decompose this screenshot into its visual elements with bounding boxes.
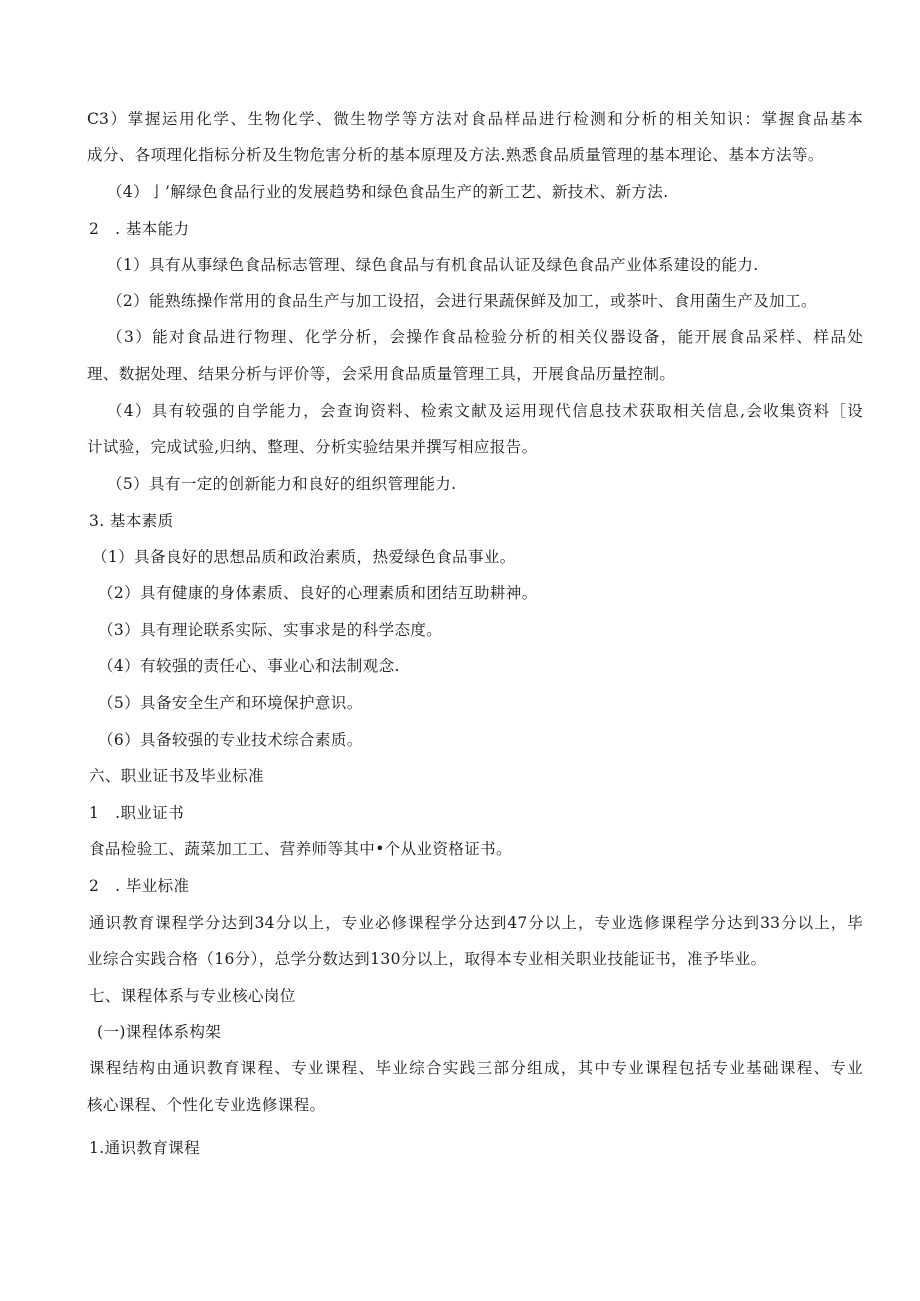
ability-item-5: （5）具有一定的创新能力和良好的组织管理能力. xyxy=(107,475,457,493)
knowledge-item-4: （4）亅’解绿色食品行业的发展趋势和绿色食品生产的新工艺、新技术、新方法. xyxy=(107,183,669,201)
quality-item-6: （6）具备较强的专业技术综合素质。 xyxy=(98,731,363,749)
graduation-heading: 2 . 毕业标准 xyxy=(89,877,190,895)
section-7-heading: 七、课程体系与专业核心岗位 xyxy=(89,987,296,1005)
section-6-heading: 六、职业证书及毕业标准 xyxy=(89,767,264,785)
section-7-text-line-2: 核心课程、个性化专业选修课程。 xyxy=(87,1096,326,1114)
quality-item-2: （2）具有健康的身体素质、良好的心理素质和团结互助耕神。 xyxy=(98,584,538,602)
ability-heading: 2 . 基本能力 xyxy=(89,220,190,238)
ability-item-4-line-2: 计试验，完成试验,归纳、整理、分析实验结果并撰写相应报告。 xyxy=(87,438,538,456)
quality-item-1: （1）具备良好的思想品质和政治素质，热爱绿色食品事业。 xyxy=(92,548,516,566)
certificate-text: 食品检验工、蔬菜加工工、营养师等其中•个从业资格证书。 xyxy=(89,840,512,858)
ability-item-3-line-1: （3）能对食品进行物理、化学分析，会操作食品检验分析的相关仪器设备，能开展食品采样、样品处 xyxy=(107,328,863,346)
knowledge-item-3-line-1: C3）掌握运用化学、生物化学、微生物学等方法对食品样品进行检测和分析的相关知识：掌握食品基本 xyxy=(87,110,863,128)
section-7-text-line-1: 课程结构由通识教育课程、专业课程、毕业综合实践三部分组成，其中专业课程包括专业基础课程、专业 xyxy=(89,1059,863,1077)
ability-item-3-line-2: 理、数据处理、结果分析与评价等，会采用食品质量管理工具，开展食品历量控制。 xyxy=(87,365,676,383)
ability-item-4-line-1: （4）具有较强的自学能力，会查询资料、检索文献及运用现代信息技术获取相关信息,会收集资料［设 xyxy=(107,402,863,420)
certificate-heading: 1 .职业证书 xyxy=(89,804,185,822)
knowledge-item-3-line-2: 成分、各项理化指标分析及生物危害分析的基本原理及方法.熟悉食品质量管理的基本理论、基本方法等。 xyxy=(87,146,824,164)
quality-heading: 3. 基本素质 xyxy=(89,512,174,530)
section-7-subheading: (一)课程体系构架 xyxy=(97,1023,222,1041)
graduation-text-line-2: 业综合实践合格（16分），总学分数达到130分以上，取得本专业相关职业技能证书，准予毕业。 xyxy=(87,950,767,968)
quality-item-4: （4）有较强的责任心、事业心和法制观念. xyxy=(98,657,400,675)
graduation-text-line-1: 通识教育课程学分达到34分以上，专业必修课程学分达到47分以上，专业选修课程学分达到33分以上，毕 xyxy=(89,914,863,932)
quality-item-3: （3）具有理论联系实际、实事求是的科学态度。 xyxy=(98,621,443,639)
ability-item-1: （1）具有从事绿色食品标志管理、绿色食品与有机食品认证及绿色食品产业体系建设的能力. xyxy=(107,256,759,274)
quality-item-5: （5）具备安全生产和环境保护意识。 xyxy=(98,694,363,712)
general-education-heading: 1.通识教育课程 xyxy=(89,1139,200,1157)
ability-item-2: （2）能熟练操作常用的食品生产与加工设招，会进行果蔬保鲜及加工，或茶叶、食用菌生产及加工。 xyxy=(107,292,817,310)
